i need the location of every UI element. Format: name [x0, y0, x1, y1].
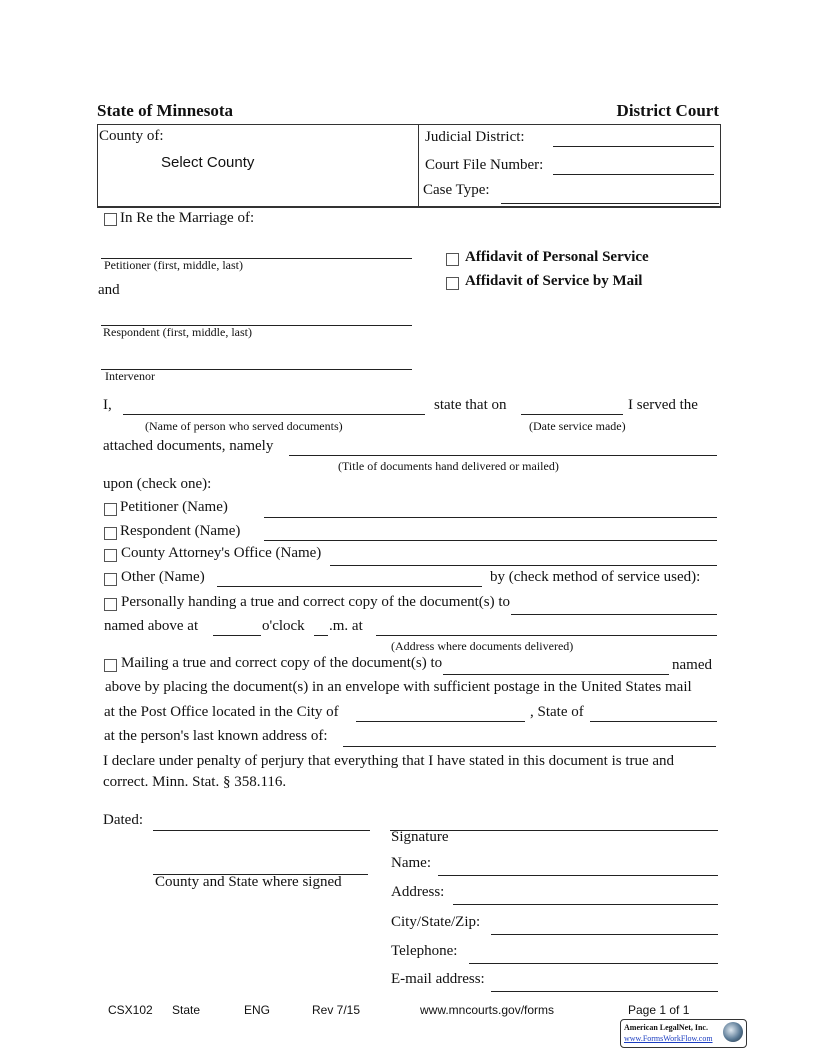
declaration-line-2: correct. Minn. Stat. § 358.116. — [103, 774, 287, 790]
telephone-field[interactable] — [469, 963, 718, 964]
email-field[interactable] — [491, 991, 718, 992]
legalnet-logo[interactable] — [620, 1019, 747, 1048]
petitioner-checkbox[interactable] — [104, 503, 117, 516]
petitioner-label: Petitioner (first, middle, last) — [104, 258, 243, 272]
judicial-district-label: Judicial District: — [425, 129, 525, 145]
county-attorney-checkbox[interactable] — [104, 549, 117, 562]
upon-text: upon (check one): — [103, 476, 212, 492]
hour-field[interactable] — [213, 635, 261, 636]
logo-url[interactable]: www.FormsWorkFlow.com — [624, 1034, 713, 1043]
dated-label: Dated: — [103, 812, 143, 828]
placing-text: above by placing the document(s) in an envelope with sufficient postage in the United States mail — [105, 679, 692, 695]
county-state-label: County and State where signed — [155, 874, 342, 890]
address-label: Address: — [391, 884, 445, 900]
county-label: County of: — [99, 128, 164, 144]
dated-field[interactable] — [153, 830, 370, 831]
court-file-field[interactable] — [553, 174, 714, 175]
petitioner-name-field[interactable] — [264, 517, 717, 518]
state-of-text: , State of — [530, 704, 584, 720]
respondent-label: Respondent (first, middle, last) — [103, 325, 252, 339]
footer-language: ENG — [244, 1003, 271, 1017]
mailing-checkbox[interactable] — [104, 659, 117, 672]
and-text: and — [98, 282, 120, 298]
title-hint: (Title of documents hand delivered or mailed) — [338, 459, 559, 473]
marriage-label: In Re the Marriage of: — [120, 210, 255, 226]
mail-service-checkbox[interactable] — [446, 277, 459, 290]
caption-divider — [418, 124, 419, 206]
respondent-option: Respondent (Name) — [120, 523, 241, 539]
telephone-label: Telephone: — [391, 943, 458, 959]
last-known-text: at the person's last known address of: — [104, 728, 328, 744]
i-text: I, — [103, 397, 112, 413]
footer-state: State — [172, 1003, 201, 1017]
footer-revision: Rev 7/15 — [312, 1003, 361, 1017]
documents-title-field[interactable] — [289, 455, 717, 456]
globe-icon — [723, 1022, 743, 1042]
county-select[interactable]: Select County — [161, 154, 255, 171]
post-office-text: at the Post Office located in the City of — [104, 704, 339, 720]
declaration-line-1: I declare under penalty of perjury that everything that I have stated in this document is true and — [103, 753, 675, 769]
court-file-label: Court File Number: — [425, 157, 544, 173]
by-method-text: by (check method of service used): — [490, 569, 701, 585]
personally-text: Personally handing a true and correct copy of the document(s) to — [121, 594, 511, 610]
address-field[interactable] — [453, 904, 718, 905]
server-name-hint: (Name of person who served documents) — [145, 419, 343, 433]
city-state-zip-field[interactable] — [491, 934, 718, 935]
name-label: Name: — [391, 855, 431, 871]
court-heading: District Court — [616, 101, 719, 120]
served-the-text: I served the — [628, 397, 698, 413]
footer-page: Page 1 of 1 — [628, 1003, 690, 1017]
last-known-address-field[interactable] — [343, 746, 716, 747]
county-attorney-option: County Attorney's Office (Name) — [121, 545, 322, 561]
other-option: Other (Name) — [121, 569, 205, 585]
footer-url[interactable]: www.mncourts.gov/forms — [420, 1003, 555, 1017]
petitioner-option: Petitioner (Name) — [120, 499, 228, 515]
mailing-text: Mailing a true and correct copy of the document(s) to — [121, 655, 443, 671]
email-label: E-mail address: — [391, 971, 485, 987]
personally-checkbox[interactable] — [104, 598, 117, 611]
am-pm-field[interactable] — [314, 635, 328, 636]
marriage-checkbox[interactable] — [104, 213, 117, 226]
logo-name: American LegalNet, Inc. — [624, 1023, 708, 1032]
case-type-label: Case Type: — [423, 182, 490, 198]
case-type-field[interactable] — [501, 203, 719, 204]
state-field[interactable] — [590, 721, 717, 722]
judicial-district-field[interactable] — [553, 146, 714, 147]
state-that-on-text: state that on — [434, 397, 507, 413]
personal-service-title: Affidavit of Personal Service — [465, 249, 649, 265]
mailing-to-field[interactable] — [443, 674, 669, 675]
m-at-text: .m. at — [329, 618, 363, 634]
attached-text: attached documents, namely — [103, 438, 274, 454]
intervenor-label: Intervenor — [105, 369, 155, 383]
state-heading: State of Minnesota — [97, 101, 233, 120]
other-checkbox[interactable] — [104, 573, 117, 586]
delivery-address-field[interactable] — [376, 635, 717, 636]
personally-to-field[interactable] — [511, 614, 717, 615]
named-text: named — [672, 657, 712, 673]
mail-service-title: Affidavit of Service by Mail — [465, 273, 643, 289]
respondent-checkbox[interactable] — [104, 527, 117, 540]
address-hint: (Address where documents delivered) — [391, 639, 574, 653]
signature-label: Signature — [391, 829, 449, 845]
oclock-text: o'clock — [262, 618, 305, 634]
server-name-field[interactable] — [123, 414, 425, 415]
date-hint: (Date service made) — [529, 419, 626, 433]
city-field[interactable] — [356, 721, 525, 722]
county-attorney-field[interactable] — [330, 565, 717, 566]
service-date-field[interactable] — [521, 414, 623, 415]
named-above-text: named above at — [104, 618, 199, 634]
respondent-name-field[interactable] — [264, 540, 717, 541]
other-name-field[interactable] — [217, 586, 482, 587]
footer-form-code: CSX102 — [108, 1003, 153, 1017]
city-state-zip-label: City/State/Zip: — [391, 914, 481, 930]
name-field[interactable] — [438, 875, 718, 876]
personal-service-checkbox[interactable] — [446, 253, 459, 266]
